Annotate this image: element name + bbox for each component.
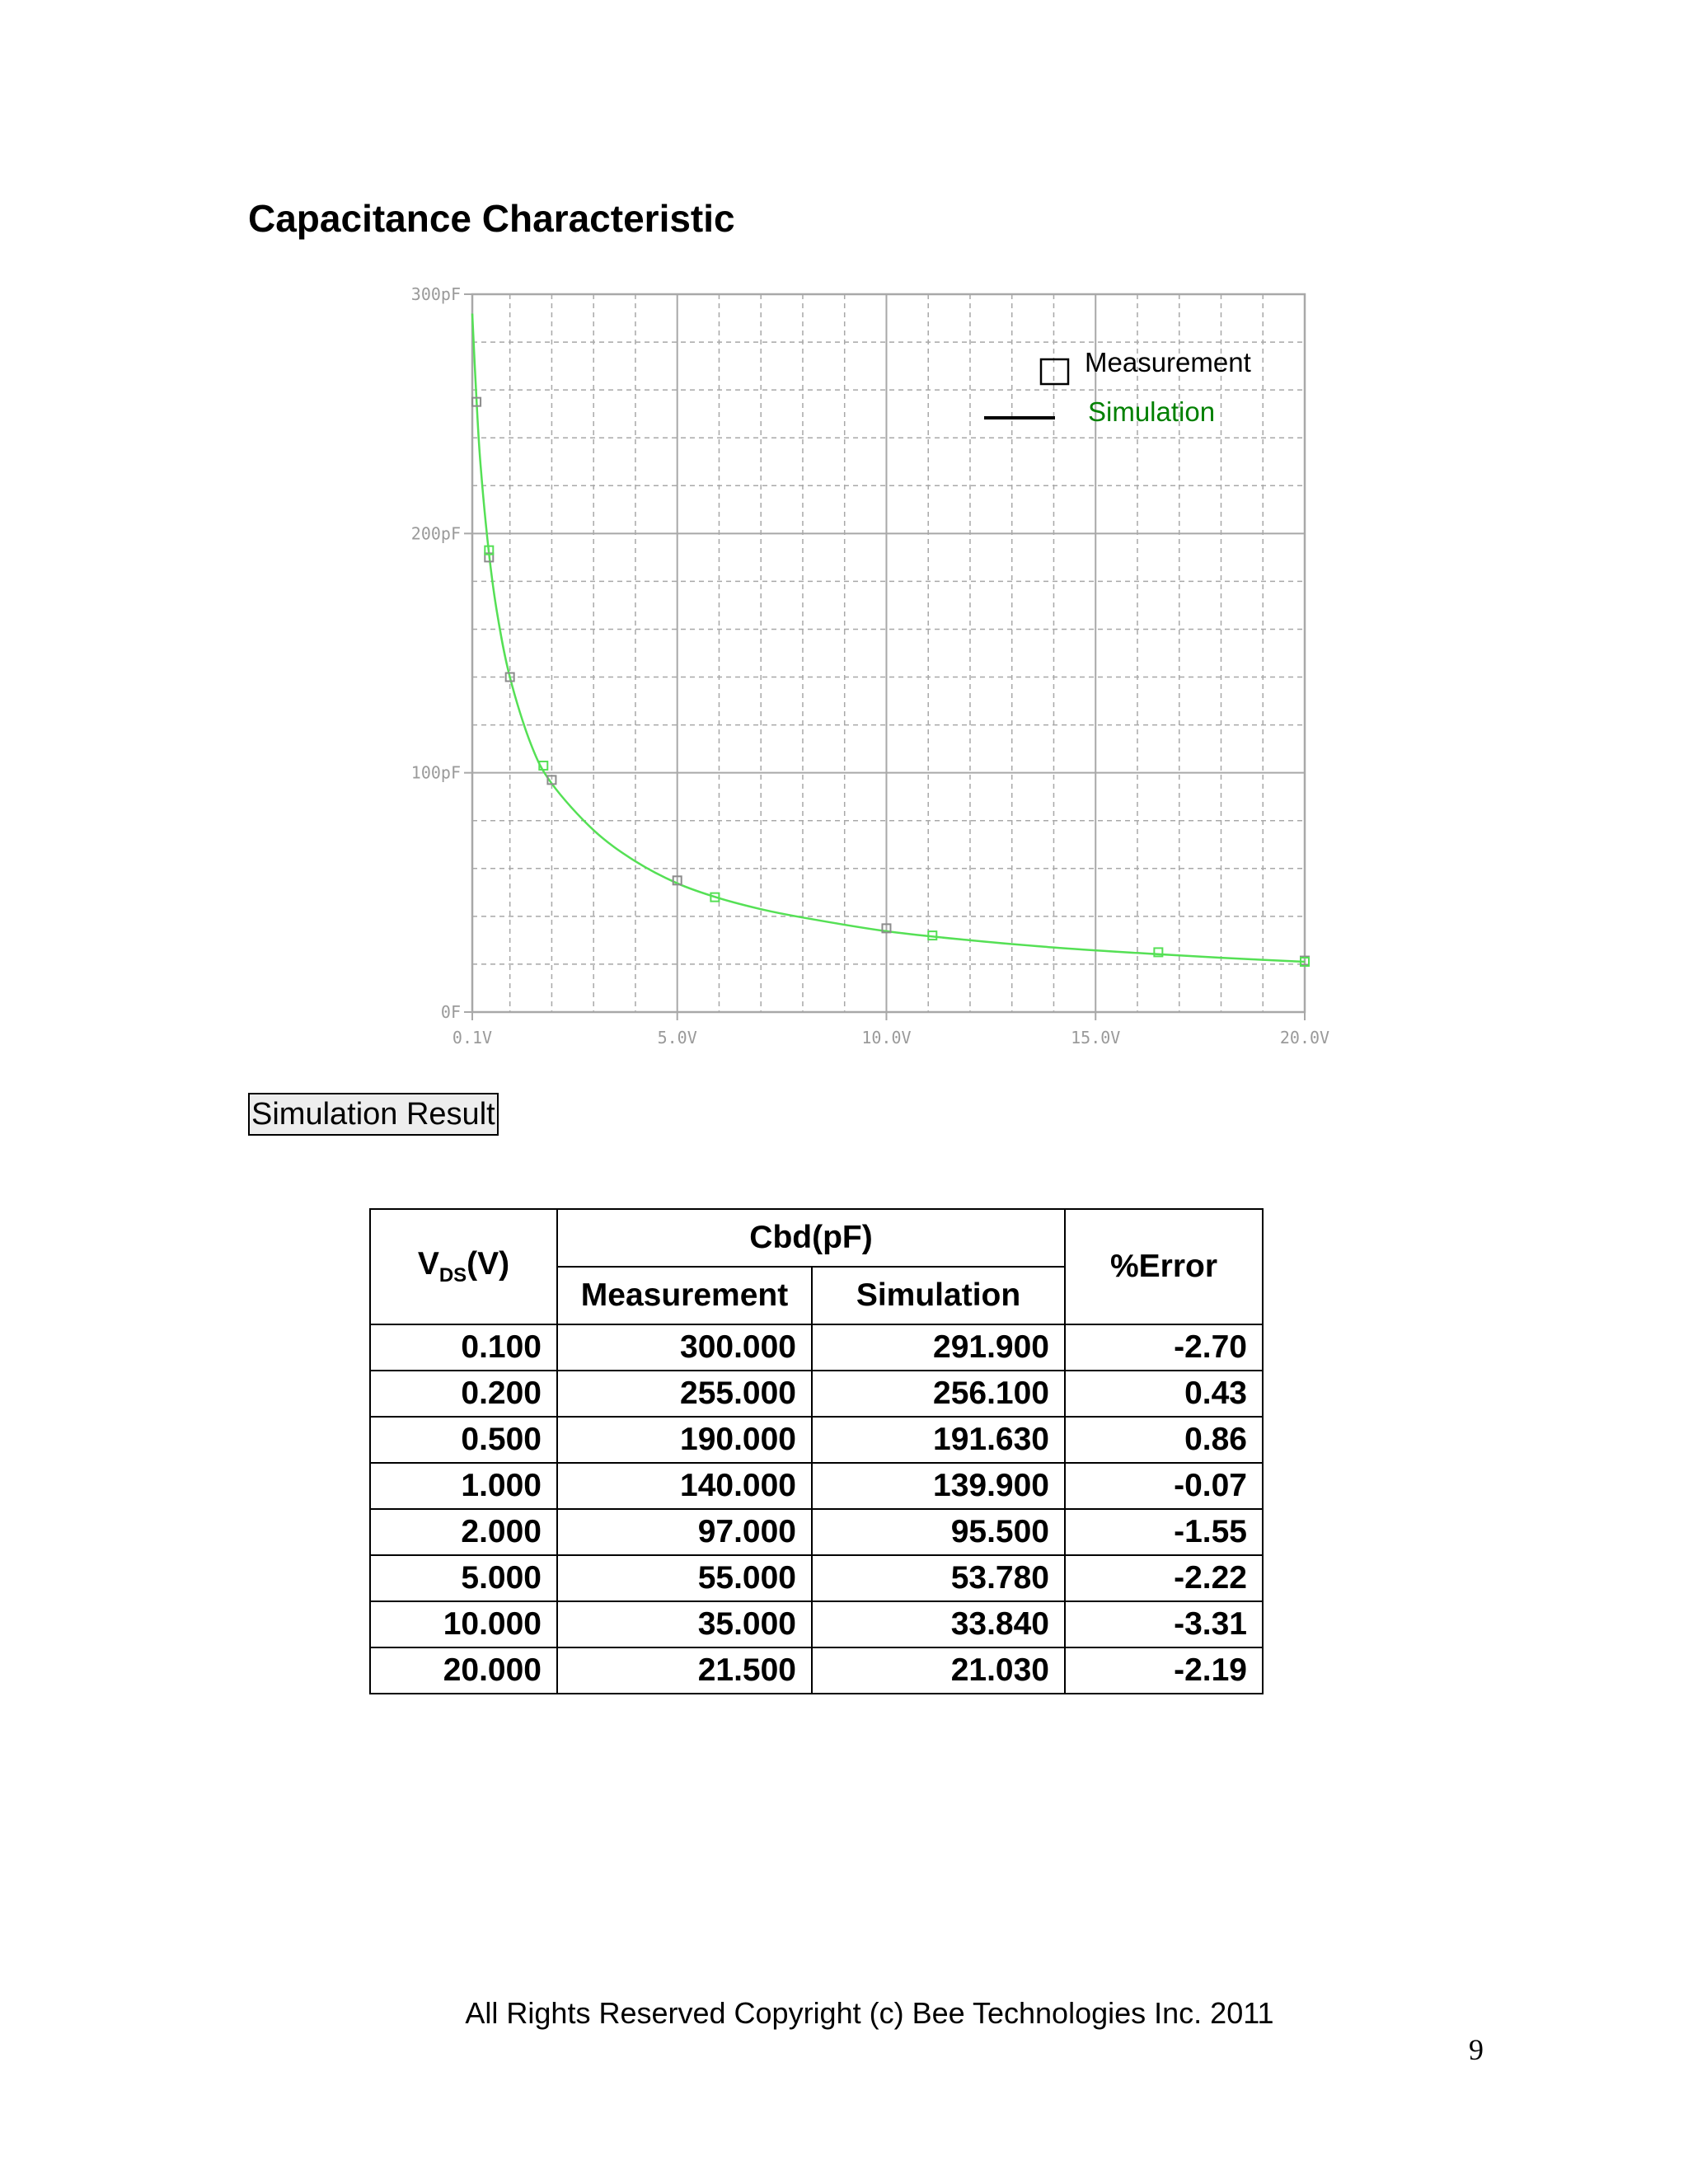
vds-cell: 10.000 bbox=[370, 1601, 557, 1647]
measurement-cell: 140.000 bbox=[557, 1463, 812, 1509]
measurement-cell: 300.000 bbox=[557, 1324, 812, 1371]
error-cell: -2.22 bbox=[1065, 1555, 1263, 1601]
simulation-cell: 291.900 bbox=[812, 1324, 1065, 1371]
table-row bbox=[370, 1371, 1263, 1417]
vds-cell: 0.200 bbox=[370, 1371, 557, 1417]
y-tick-label: 200pF bbox=[410, 523, 461, 544]
x-tick-label: 20.0V bbox=[1279, 1028, 1330, 1047]
vds-header: $V_{DS}(V)$ bbox=[370, 1209, 557, 1324]
simulation-cell: 139.900 bbox=[812, 1463, 1065, 1509]
capacitance-chart bbox=[379, 280, 1335, 1055]
y-tick-label: 100pF bbox=[410, 762, 461, 783]
error-cell: -0.07 bbox=[1065, 1463, 1263, 1509]
table-header-row bbox=[370, 1209, 1263, 1267]
legend-measurement-marker bbox=[1041, 359, 1068, 384]
x-tick-label: 10.0V bbox=[861, 1028, 912, 1047]
vds-cell: 0.100 bbox=[370, 1324, 557, 1371]
error-cell: -3.31 bbox=[1065, 1601, 1263, 1647]
y-tick-label: 0F bbox=[440, 1002, 461, 1022]
table-row bbox=[370, 1555, 1263, 1601]
table-row bbox=[370, 1463, 1263, 1509]
error-header: %Error bbox=[1065, 1209, 1263, 1324]
table-body bbox=[370, 1324, 1263, 1694]
legend-measurement-label: Measurement bbox=[1085, 347, 1251, 377]
error-cell: -2.19 bbox=[1065, 1647, 1263, 1694]
measurement-cell: 21.500 bbox=[557, 1647, 812, 1694]
simulation-cell: 21.030 bbox=[812, 1647, 1065, 1694]
measurement-header: Measurement bbox=[557, 1267, 812, 1324]
page-title: Capacitance Characteristic bbox=[248, 197, 735, 240]
vds-cell: 20.000 bbox=[370, 1647, 557, 1694]
error-cell: 0.43 bbox=[1065, 1371, 1263, 1417]
cbd-group-header: Cbd(pF) bbox=[557, 1209, 1065, 1267]
simulation-cell: 191.630 bbox=[812, 1417, 1065, 1463]
copyright-footer: All Rights Reserved Copyright (c) Bee Technologies Inc. 2011 bbox=[465, 1996, 1274, 2030]
x-tick-label: 5.0V bbox=[657, 1028, 697, 1047]
simulation-header: Simulation bbox=[812, 1267, 1065, 1324]
page-number: 9 bbox=[1469, 2033, 1484, 2066]
measurement-cell: 97.000 bbox=[557, 1509, 812, 1555]
legend-simulation-label: Simulation bbox=[1088, 396, 1216, 427]
measurement-cell: 255.000 bbox=[557, 1371, 812, 1417]
table-row bbox=[370, 1647, 1263, 1694]
error-cell: -2.70 bbox=[1065, 1324, 1263, 1371]
table-row bbox=[370, 1601, 1263, 1647]
vds-cell: 1.000 bbox=[370, 1463, 557, 1509]
error-cell: 0.86 bbox=[1065, 1417, 1263, 1463]
results-table bbox=[369, 1208, 1264, 1694]
y-tick-label: 300pF bbox=[410, 284, 461, 304]
simulation-result-label: Simulation Result bbox=[248, 1093, 499, 1136]
error-cell: -1.55 bbox=[1065, 1509, 1263, 1555]
table-row bbox=[370, 1324, 1263, 1371]
table-row bbox=[370, 1417, 1263, 1463]
chart-legend bbox=[984, 347, 1251, 427]
measurement-cell: 35.000 bbox=[557, 1601, 812, 1647]
x-tick-label: 0.1V bbox=[452, 1028, 493, 1047]
measurement-cell: 55.000 bbox=[557, 1555, 812, 1601]
x-tick-label: 15.0V bbox=[1071, 1028, 1121, 1047]
vds-cell: 5.000 bbox=[370, 1555, 557, 1601]
vds-cell: 0.500 bbox=[370, 1417, 557, 1463]
vds-cell: 2.000 bbox=[370, 1509, 557, 1555]
simulation-cell: 53.780 bbox=[812, 1555, 1065, 1601]
table-row bbox=[370, 1509, 1263, 1555]
simulation-cell: 256.100 bbox=[812, 1371, 1065, 1417]
simulation-cell: 33.840 bbox=[812, 1601, 1065, 1647]
simulation-cell: 95.500 bbox=[812, 1509, 1065, 1555]
measurement-cell: 190.000 bbox=[557, 1417, 812, 1463]
